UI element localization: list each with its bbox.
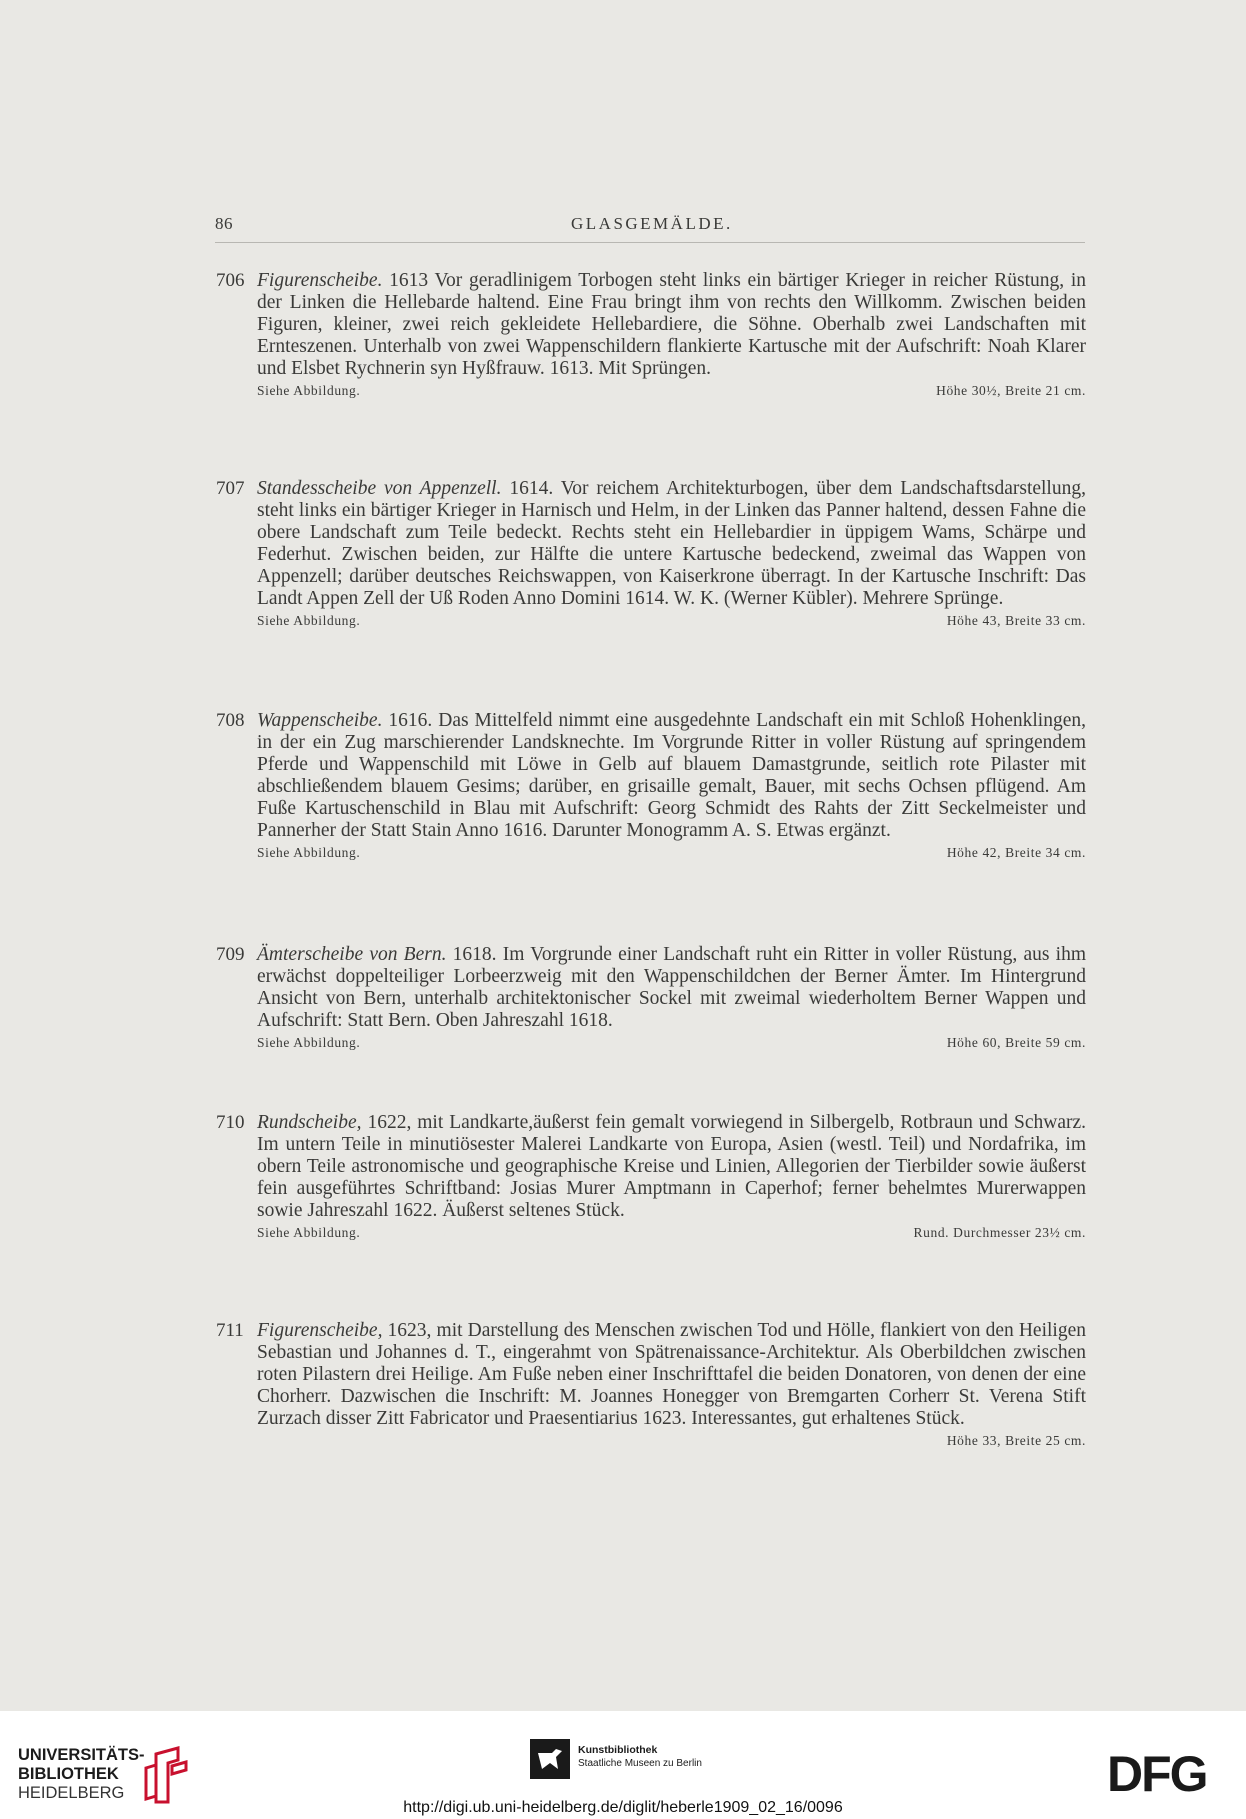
entry-meta bbox=[257, 1225, 1086, 1247]
entry-number: 709 bbox=[216, 944, 245, 965]
entry-description bbox=[257, 944, 1086, 1032]
entry-title: Rundscheibe, bbox=[257, 1112, 362, 1133]
entry-title: Wappenscheibe. bbox=[257, 710, 383, 731]
entry-description bbox=[257, 1320, 1086, 1430]
catalog-entry-711 bbox=[216, 1320, 1086, 1455]
kb-line-1: Kunstbibliothek bbox=[578, 1744, 658, 1756]
entry-title: Ämterscheibe von Bern. bbox=[257, 944, 447, 965]
illustration-note: Siehe Abbildung. bbox=[257, 383, 361, 398]
entry-text: 1616. Das Mittelfeld nimmt eine ausgedehnte Landschaft ein mit Schloß Hohenklingen, in der ein Zug marschierender Landsknechte. Im Vorgrunde Ritter in voller Rüstung auf springendem Pferde und Wappenschild mit Löwe in Gelb auf blauem Damastgrunde, seitlich rote Pilaster mit abschließendem blauem Gesims; darüber, en grisaille gemalt, Bauer, mit sechs Ochsen pflügend. Am Fuße Kartuschenschild in Blau mit Aufschrift: Georg Schmidt des Rahts der Zitt Seckelmeister und Pannerher der Statt Stain Anno 1616. Darunter Monogramm A. S. Etwas ergänzt. bbox=[257, 710, 1086, 841]
dimensions: Höhe 43, Breite 33 cm. bbox=[946, 613, 1086, 628]
entry-meta bbox=[257, 383, 1086, 405]
eagle-emblem-icon bbox=[530, 1739, 570, 1779]
entry-number: 706 bbox=[216, 270, 245, 291]
illustration-note: Siehe Abbildung. bbox=[257, 1035, 361, 1050]
permalink-url[interactable]: http://digi.ub.uni-heidelberg.de/diglit/heberle1909_02_16/0096 bbox=[403, 1799, 843, 1816]
entry-text: 1614. Vor reichem Architekturbogen, über dem Landschaftsdarstellung, steht links ein bärtiger Krieger in Harnisch und Helm, in der Linken das Panner haltend, dessen Fahne die obere Landschaft zum Teile bedeckt. Rechts steht ein Hellebardier in üppigem Wams, Schärpe und Federhut. Zwischen beiden, zur Hälfte die untere Kartusche bedeckend, zweimal das Wappen von Appenzell; darüber deutsches Reichswappen, von Kaiserkrone überragt. In der Kartusche Inschrift: Das Landt Appen Zell der Uß Roden Anno Domini 1614. W. K. (Werner Kübler). Mehrere Sprünge. bbox=[257, 478, 1086, 609]
entry-title: Figurenscheibe, bbox=[257, 1320, 383, 1341]
entry-meta bbox=[257, 1433, 1086, 1455]
university-library-emblem-icon bbox=[138, 1746, 193, 1804]
ub-line-1: UNIVERSITÄTS- bbox=[18, 1746, 145, 1764]
university-library-logo[interactable] bbox=[18, 1746, 188, 1806]
catalog-entry-708 bbox=[216, 710, 1086, 867]
entry-text: 1622, mit Landkarte,äußerst fein gemalt vorwiegend in Silbergelb, Rotbraun und Schwarz. Im untern Teile in minutiösester Malerei Landkarte von Europa, Asien (westl. Teil) und Nordafrika, im obern Teile astronomische und geographische Kreise und Linien, Allegorien der Tierbilder sowie äußerst fein ausgeführtes Schriftband: Josias Murer Amptmann in Caperhof; ferner behelmtes Murerwappen sowie Jahreszahl 1622. Äußerst seltenes Stück. bbox=[257, 1112, 1086, 1221]
kunstbibliothek-name bbox=[578, 1743, 702, 1771]
dimensions: Rund. Durchmesser 23½ cm. bbox=[913, 1225, 1086, 1240]
catalog-entry-710 bbox=[216, 1112, 1086, 1247]
dimensions: Höhe 42, Breite 34 cm. bbox=[946, 845, 1086, 860]
page-header bbox=[215, 214, 1085, 243]
entry-number: 711 bbox=[216, 1320, 244, 1341]
dfg-logo[interactable] bbox=[1105, 1747, 1230, 1797]
catalog-entry-706 bbox=[216, 270, 1086, 405]
digitization-footer bbox=[0, 1711, 1246, 1819]
entry-number: 708 bbox=[216, 710, 245, 731]
entry-title: Figurenscheibe. bbox=[257, 270, 383, 291]
dfg-wordmark: DFG bbox=[1107, 1747, 1207, 1797]
dimensions: Höhe 30½, Breite 21 cm. bbox=[936, 383, 1086, 398]
entry-text: 1623, mit Darstellung des Menschen zwischen Tod und Hölle, flankiert von den Heiligen Sebastian und Johannes d. T., eingerahmt von Spätrenaissance-Architektur. Als Oberbildchen zwischen roten Pilastern drei Heilige. Am Fuße neben einer Inschrifttafel die beiden Donatoren, von denen der eine Chorherr. Dazwischen die Inschrift: M. Joannes Honegger von Bremgarten Corherr St. Verena Stift Zurzach disser Zitt Fabricator und Praesentiarius 1623. Interessantes, gut erhaltenes Stück. bbox=[257, 1320, 1086, 1429]
entry-meta bbox=[257, 1035, 1086, 1057]
entry-title: Standesscheibe von Appenzell. bbox=[257, 478, 502, 499]
running-title: GLASGEMÄLDE. bbox=[571, 214, 733, 233]
dimensions: Höhe 33, Breite 25 cm. bbox=[946, 1433, 1086, 1448]
catalog-entry-709 bbox=[216, 944, 1086, 1057]
ub-line-2: BIBLIOTHEK bbox=[18, 1765, 119, 1783]
kunstbibliothek-logo[interactable] bbox=[530, 1739, 760, 1784]
catalog-entry-707 bbox=[216, 478, 1086, 635]
dimensions: Höhe 60, Breite 59 cm. bbox=[946, 1035, 1086, 1050]
entry-number: 707 bbox=[216, 478, 245, 499]
illustration-note: Siehe Abbildung. bbox=[257, 613, 361, 628]
ub-line-3: HEIDELBERG bbox=[18, 1784, 125, 1802]
entry-description bbox=[257, 478, 1086, 610]
illustration-note: Siehe Abbildung. bbox=[257, 1225, 361, 1240]
entry-description bbox=[257, 1112, 1086, 1222]
entry-meta bbox=[257, 613, 1086, 635]
entry-number: 710 bbox=[216, 1112, 245, 1133]
entry-text: 1613 Vor geradlinigem Torbogen steht links ein bärtiger Krieger in reicher Rüstung, in der Linken die Hellebarde haltend. Eine Frau bringt ihm von rechts den Willkomm. Zwischen beiden Figuren, kleiner, zwei reich gekleidete Hellebardiere, die Söhne. Oberhalb zwei Landschaften mit Ernteszenen. Unterhalb von zwei Wappenschildern flankierte Kartusche mit der Aufschrift: Noah Klarer und Elsbet Rychnerin syn Hyßfrauw. 1613. Mit Sprüngen. bbox=[257, 270, 1086, 379]
page-number: 86 bbox=[215, 214, 233, 233]
entry-text: 1618. Im Vorgrunde einer Landschaft ruht ein Ritter in voller Rüstung, aus ihm erwächst doppelteiliger Lorbeerzweig mit den Wappenschildchen der Berner Ämter. Im Hintergrund Ansicht von Bern, unterhalb architektonischer Sockel mit zweimal wiederholtem Berner Wappen und Aufschrift: Statt Bern. Oben Jahreszahl 1618. bbox=[257, 944, 1086, 1031]
entry-description bbox=[257, 710, 1086, 842]
illustration-note: Siehe Abbildung. bbox=[257, 845, 361, 860]
entry-meta bbox=[257, 845, 1086, 867]
kb-line-2: Staatliche Museen zu Berlin bbox=[578, 1758, 702, 1769]
entry-description bbox=[257, 270, 1086, 380]
